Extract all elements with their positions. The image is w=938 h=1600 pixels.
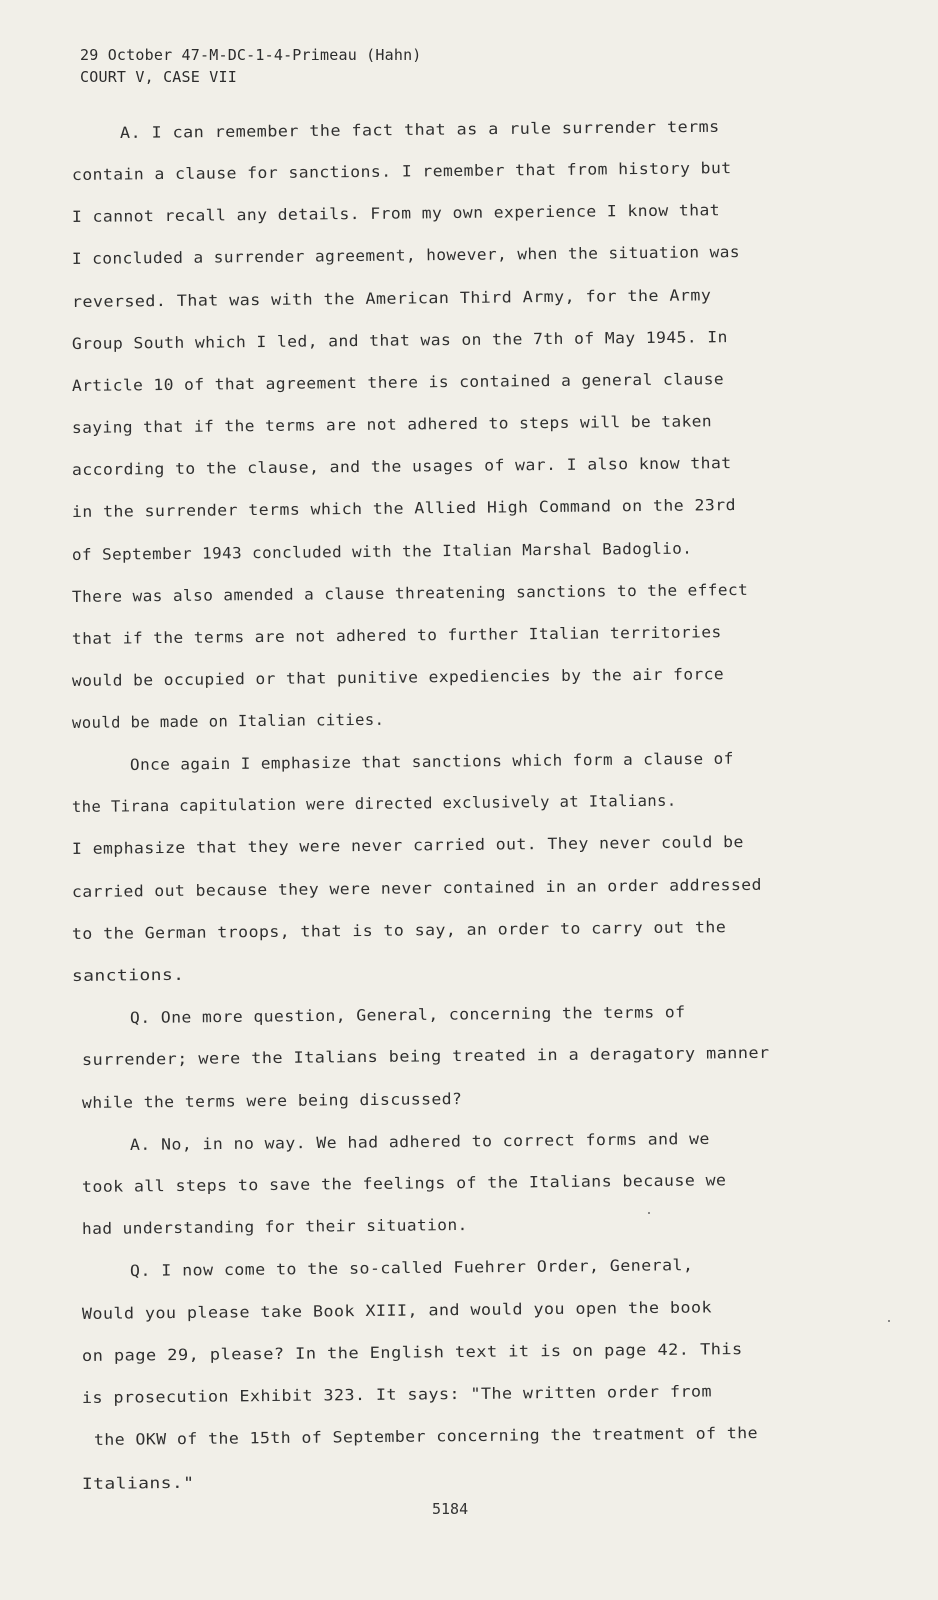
transcript-line: surrender; were the Italians being treated in a deragatory manner	[81, 1043, 770, 1069]
transcript-line: A. I can remember the fact that as a rule surrender terms	[119, 117, 720, 142]
transcript-line: Article 10 of that agreement there is contained a general clause	[71, 370, 725, 395]
transcript-line: I concluded a surrender agreement, however, when the situation was	[71, 243, 741, 268]
transcript-line: I emphasize that they were never carried out. They never could be	[71, 832, 744, 858]
paper-speck	[648, 1212, 650, 1214]
page-number: 5184	[432, 1500, 469, 1518]
transcript-line: carried out because they were never contained in an order addressed	[71, 875, 762, 901]
transcript-line: Italians."	[81, 1473, 195, 1493]
transcript-line: Once again I emphasize that sanctions which form a clause of	[129, 749, 734, 774]
transcript-line: A. No, in no way. We had adhered to correct forms and we	[129, 1129, 710, 1154]
transcript-line: of September 1943 concluded with the Italian Marshal Badoglio.	[71, 539, 693, 564]
transcript-line: saying that if the terms are not adhered to steps will be taken	[71, 412, 713, 437]
transcript-line: to the German troops, that is to say, an order to carry out the	[71, 918, 727, 943]
transcript-line: Q. One more question, General, concerning the terms of	[129, 1003, 686, 1027]
transcript-line: had understanding for their situation.	[81, 1215, 468, 1238]
header-court-case-line: COURT V, CASE VII	[80, 68, 237, 86]
transcript-line: the Tirana capitulation were directed exclusively at Italians.	[71, 791, 677, 816]
transcript-line: I cannot recall any details. From my own experience I know that	[71, 201, 721, 226]
transcript-line: the OKW of the 15th of September concerning the treatment of the	[93, 1424, 759, 1449]
transcript-line: on page 29, please? In the English text it is on page 42. This	[81, 1340, 743, 1365]
transcript-line: Group South which I led, and that was on the 7th of May 1945. In	[71, 328, 728, 353]
document-header	[80, 44, 422, 88]
transcript-line: that if the terms are not adhered to further Italian territories	[71, 623, 722, 648]
transcript-line: would be occupied or that punitive expediencies by the air force	[71, 665, 725, 690]
transcript-line: while the terms were being discussed?	[81, 1090, 463, 1112]
transcript-line: took all steps to save the feelings of the Italians because we	[81, 1171, 727, 1196]
header-reference-line: 29 October 47-M-DC-1-4-Primeau (Hahn)	[80, 46, 422, 64]
transcript-line: There was also amended a clause threatening sanctions to the effect	[71, 580, 749, 606]
transcript-line: sanctions.	[71, 965, 185, 985]
transcript-line: in the surrender terms which the Allied High Command on the 23rd	[71, 496, 737, 521]
transcript-line: Would you please take Book XIII, and would you open the book	[81, 1298, 713, 1323]
transcript-line: Q. I now come to the so-called Fuehrer Order, General,	[129, 1256, 694, 1280]
paper-speck	[888, 1320, 890, 1322]
transcript-line: reversed. That was with the American Third Army, for the Army	[71, 286, 712, 311]
transcript-line: is prosecution Exhibit 323. It says: "The written order from	[81, 1382, 713, 1407]
transcript-line: according to the clause, and the usages of war. I also know that	[71, 454, 732, 479]
transcript-line: would be made on Italian cities.	[71, 710, 385, 732]
transcript-line: contain a clause for sanctions. I remember that from history but	[71, 159, 732, 184]
